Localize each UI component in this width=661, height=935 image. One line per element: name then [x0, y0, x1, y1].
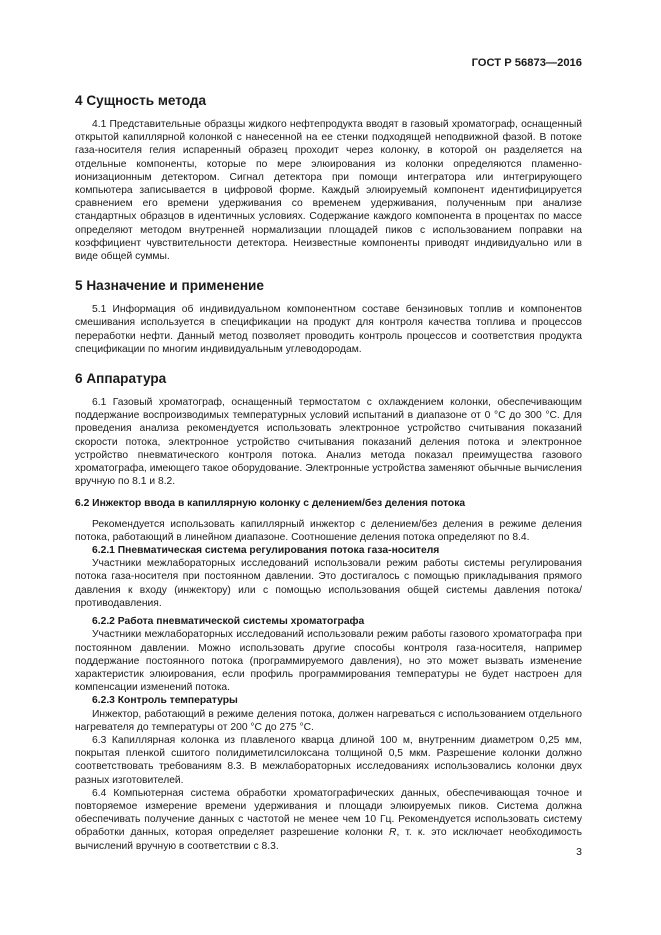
section-6-2-3-title: 6.2.3 Контроль температуры	[92, 695, 238, 707]
section-6-title: 6 Аппаратура	[75, 371, 167, 387]
section-6-2-title: 6.2 Инжектор ввода в капиллярную колонку с делением/без деления потока	[75, 498, 466, 510]
section-4	[75, 92, 582, 263]
section-4-title: 4 Сущность метода	[75, 93, 207, 108]
section-6-2-2-title: 6.2.2 Работа пневматической системы хроматографа	[92, 616, 365, 628]
paragraph-5-1: 5.1 Информация об индивидуальном компонентном составе бензиновых топлив и компонентов смешивания используется в спецификации на продукт для контроля качества топлива и процессов переработки нефти. Данный метод позволяет проводить контроль процессов и соответствия продукта спецификации по многим индивидуальным углеводородам.	[75, 304, 582, 355]
paragraph-6-4-text-a: 6.4 Компьютерная система обработки хроматографических данных, обеспечивающая точное и повторяемое измерение времени удерживания и площади элюируемых пиков. Система должна обеспечивать получение данных с частотой не менее чем 10 Гц. Рекомендуется использовать систему обработки данных, которая определяет разрешение колонки	[75, 787, 582, 839]
paragraph-6-4-text-b: , т. к. это исключает необходимость вычислений вручную в соответствии с 8.3.	[75, 827, 582, 852]
standard-code: ГОСТ Р 56873—2016	[471, 57, 582, 69]
paragraph-6-4	[75, 787, 582, 853]
section-5	[75, 277, 582, 356]
section-6-2-1-title: 6.2.1 Пневматическая система регулирования потока газа-носителя	[92, 545, 440, 557]
paragraph-6-3: 6.3 Капиллярная колонка из плавленого кварца длиной 100 м, внутренним диаметром 0,25 мм, покрытая пленкой сшитого полидиметилсилоксана толщиной 0,5 мкм. Разрешение колонки должно соответствовать требованиям 8.3. В межлабораторных исследованиях использовались колонки двух разных изготовителей.	[75, 734, 582, 786]
paragraph-4-1: 4.1 Представительные образцы жидкого нефтепродукта вводят в газовый хроматограф, оснащенный открытой капиллярной колонкой с нанесенной на ее стенки подходящей неподвижной фазой. В потоке газа-носителя гелия испаренный образец проходит через колонку, в которой он разделяется на отдельные компоненты, которые по мере элюирования из колонки определяются пламенно-ионизационным детектором. Сигнал детектора при помощи интегратора или интегрирующего компьютера записывается в цифровой форме. Каждый элюируемый компонент идентифицируется сравнением его времени удерживания со временем удерживания, полученным при анализе стандартных образцов в идентичных условиях. Содержание каждого компонента в процентах по массе определяют методом внутренней нормализации площадей пиков с использованием поправки на коэффициент чувствительности детектора. Неизвестные компоненты приводят индивидуально или в виде общей суммы.	[75, 119, 582, 263]
paragraph-6-2-2: Участники межлабораторных исследований использовали режим работы газового хроматографа при постоянном давлении. Можно использовать другие способы контроля газа-носителя, например поддержание постоянного потока (программируемого давления), но это может вызвать изменение характеристик элюирования, если профиль программирования температуры не будет настроен для компенсации изменений потока.	[75, 629, 582, 694]
paragraph-6-2-3: Инжектор, работающий в режиме деления потока, должен нагреваться с использованием отдельного нагревателя до температуры от 200 °С до 275 °С.	[75, 708, 582, 733]
section-5-title: 5 Назначение и применение	[75, 278, 264, 294]
document-body	[75, 92, 582, 867]
paragraph-6-2: Рекомендуется использовать капиллярный инжектор с делением/без деления в режиме деления потока, работающий в линейном диапазоне. Соотношение деления потока определяют по 8.4.	[75, 518, 582, 543]
paragraph-6-1: 6.1 Газовый хроматограф, оснащенный термостатом с охлаждением колонки, обеспечивающим поддержание воспроизводимых температурных условий испытаний в диапазоне от 0 °С до 300 °С. Для проведения анализа рекомендуется использовать электронное устройство считывания показаний скорости потока, электронное устройство считывания показаний деления потока и электронное устройство пневматического контроля потока. Анализ метода показал преимущества газового хроматографа, имеющего такое оборудование. Электронные устройства заменяют обычные вычисления вручную по 8.1 и 8.2.	[75, 397, 582, 488]
page-number: 3	[576, 846, 582, 858]
resolution-symbol: R	[389, 827, 397, 839]
section-6	[75, 370, 582, 853]
paragraph-6-2-1: Участники межлабораторных исследований использовали режим работы системы регулирования потока газа-носителя при постоянном давлении. Это достигалось с помощью прикладывания прямого давления к входу (инжектору) или с помощью использования общей системы давления потока/противодавления.	[75, 558, 582, 609]
